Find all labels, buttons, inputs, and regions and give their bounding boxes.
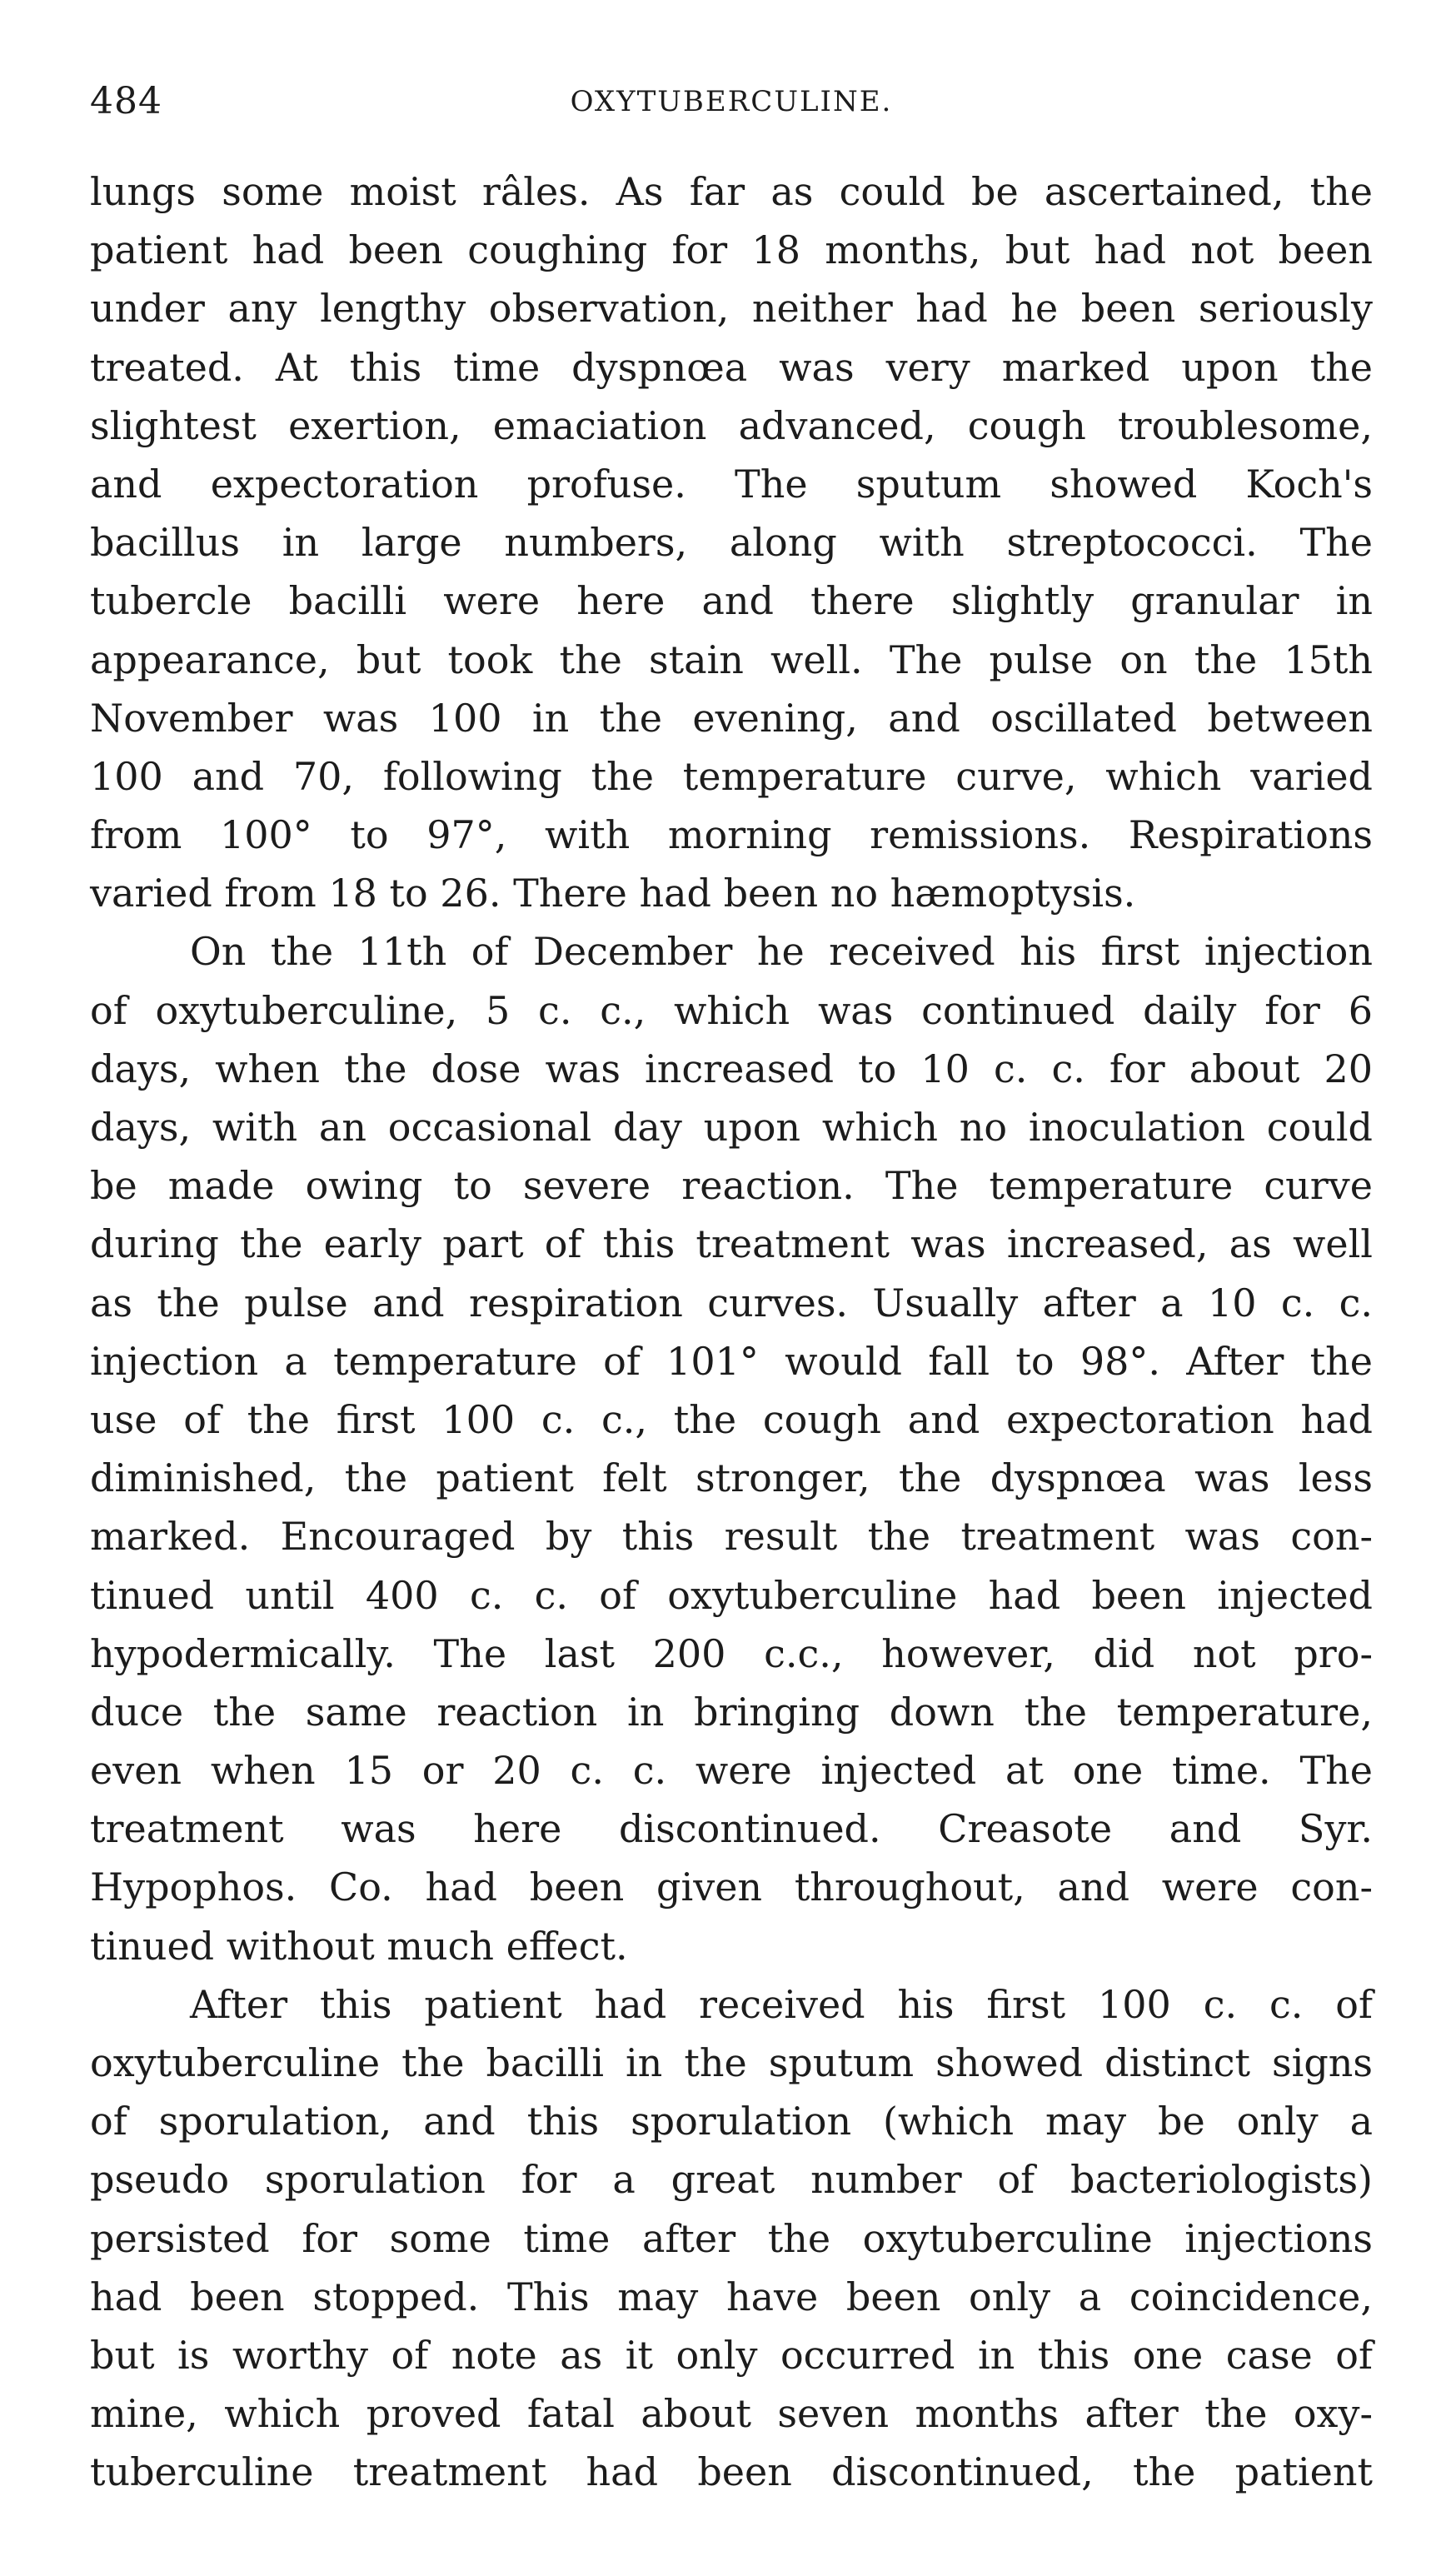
text-line: be made owing to severe reaction. The temperature curve — [90, 1163, 1373, 1209]
text-line: tinued until 400 c. c. of oxytuberculine had been injected — [90, 1572, 1373, 1618]
text-line: use of the first 100 c. c., the cough and expectoration had — [90, 1396, 1373, 1442]
page-number: 484 — [90, 80, 162, 122]
text-line: November was 100 in the evening, and oscillated between — [90, 695, 1373, 741]
text-line: 100 and 70, following the temperature curve, which varied — [90, 753, 1373, 799]
page-header — [90, 77, 1373, 127]
text-line: of oxytuberculine, 5 c. c., which was continued daily for 6 — [90, 987, 1373, 1033]
text-line: from 100° to 97°, with morning remissions. Respirations — [90, 812, 1373, 858]
text-line: hypodermically. The last 200 c.c., however, did not pro- — [90, 1630, 1373, 1676]
body-text — [90, 162, 1373, 2502]
paragraph-2 — [90, 922, 1373, 1974]
text-line: of sporulation, and this sporulation (which may be only a — [90, 2099, 1373, 2144]
text-line: slightest exertion, emaciation advanced, cough troublesome, — [90, 402, 1373, 448]
text-line: appearance, but took the stain well. The pulse on the 15th — [90, 637, 1373, 682]
text-line: diminished, the patient felt stronger, the dyspnœa was less — [90, 1455, 1373, 1501]
text-line: After this patient had received his first 100 c. c. of — [190, 1981, 1373, 2027]
text-line: patient had been coughing for 18 months, but had not been — [90, 227, 1373, 273]
text-line: injection a temperature of 101° would fall to 98°. After the — [90, 1338, 1373, 1384]
text-line: even when 15 or 20 c. c. were injected at one time. The — [90, 1748, 1373, 1794]
text-line: mine, which proved fatal about seven months after the oxy- — [90, 2391, 1373, 2437]
text-line: marked. Encouraged by this result the treatment was con- — [90, 1514, 1373, 1560]
text-line: treated. At this time dyspnœa was very marked upon the — [90, 344, 1373, 390]
text-line: varied from 18 to 26. There had been no hæmoptysis. — [90, 871, 1136, 916]
text-line: Hypophos. Co. had been given throughout, and were con- — [90, 1865, 1373, 1910]
text-line: duce the same reaction in bringing down the temperature, — [90, 1689, 1373, 1735]
text-line: days, with an occasional day upon which no inoculation could — [90, 1105, 1373, 1150]
text-line: as the pulse and respiration curves. Usually after a 10 c. c. — [90, 1280, 1373, 1325]
text-line: lungs some moist râles. As far as could be ascertained, the — [90, 169, 1373, 214]
paragraph-1 — [90, 162, 1373, 922]
text-line: persisted for some time after the oxytuberculine injections — [90, 2215, 1373, 2261]
text-line: but is worthy of note as it only occurred in this one case of — [90, 2332, 1373, 2378]
running-head: OXYTUBERCULINE. — [570, 85, 893, 118]
text-line: pseudo sporulation for a great number of bacteriologists) — [90, 2157, 1373, 2203]
text-line: tubercle bacilli were here and there slightly granular in — [90, 578, 1373, 624]
text-line: On the 11th of December he received his first injection — [190, 929, 1373, 975]
text-line: under any lengthy observation, neither had he been seriously — [90, 286, 1373, 332]
text-line: bacillus in large numbers, along with streptococci. The — [90, 520, 1373, 566]
paragraph-3 — [90, 1975, 1373, 2502]
text-line: treatment was here discontinued. Creasote and Syr. — [90, 1806, 1373, 1852]
text-line: had been stopped. This may have been only a coincidence, — [90, 2274, 1373, 2319]
text-line: oxytuberculine the bacilli in the sputum showed distinct signs — [90, 2040, 1373, 2085]
text-line: and expectoration profuse. The sputum showed Koch's — [90, 461, 1373, 507]
text-line: during the early part of this treatment was increased, as well — [90, 1221, 1373, 1267]
text-line: tinued without much effect. — [90, 1923, 628, 1969]
text-line: days, when the dose was increased to 10 c. c. for about 20 — [90, 1046, 1373, 1091]
text-line: tuberculine treatment had been discontinued, the patient — [90, 2449, 1373, 2495]
